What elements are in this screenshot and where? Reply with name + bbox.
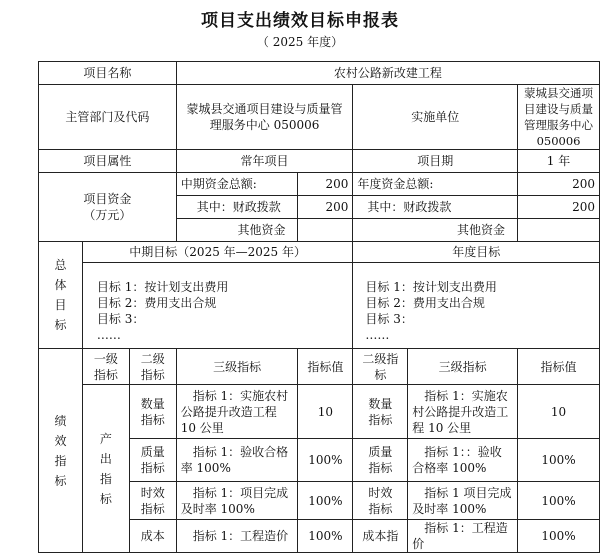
level3-header: 三级指标 [176, 349, 298, 385]
attribute-value: 常年项目 [176, 150, 353, 173]
row-quantity [39, 385, 600, 439]
quality-value-year: 100% [518, 439, 600, 482]
value-header: 指标值 [298, 349, 353, 385]
level3-header-year: 三级指标 [408, 349, 518, 385]
year-other-value [518, 219, 600, 242]
quality-indicator-year: 指标 1：：验收合格率 100% [408, 439, 518, 482]
timeliness-value: 100% [298, 482, 353, 520]
level2-header-year: 二级指 标 [353, 349, 408, 385]
year-total-value: 200 [518, 173, 600, 196]
quality-value: 100% [298, 439, 353, 482]
mid-goal-1: 目标 1：按计划支出费用 [96, 280, 229, 294]
year-goal-3: 目标 3： [365, 312, 413, 326]
perf-indicators-label: 绩 效 指 标 [39, 349, 83, 553]
year-fiscal-label: 其中：财政拨款 [353, 196, 518, 219]
mid-goals-header: 中期目标（2025 年—2025 年） [82, 242, 353, 263]
department-value: 蒙城县交通项目建设与质量管理服务中心 050006 [176, 85, 353, 150]
year-goals-header: 年度目标 [353, 242, 600, 263]
mid-goal-3: 目标 3： [96, 312, 145, 326]
overall-goals-label: 总 体 目 标 [39, 242, 83, 349]
row-project-name [39, 62, 600, 85]
cost-indicator-year: 指标 1：工程造价 [408, 520, 518, 553]
year-subtitle: （ 2025 年度） [256, 35, 344, 49]
period-label: 项目期 [353, 150, 518, 173]
year-fiscal-value: 200 [518, 196, 600, 219]
quality-label-year: 质量 指标 [353, 439, 408, 482]
implementer-label: 实施单位 [353, 85, 518, 150]
quantity-label: 数量 指标 [129, 385, 176, 439]
period-value: 1 年 [518, 150, 600, 173]
row-perf-header [39, 349, 600, 385]
year-goals-list [353, 263, 600, 349]
timeliness-label: 时效 指标 [129, 482, 176, 520]
value-header-year: 指标值 [518, 349, 600, 385]
output-indicators-label: 产 出 指 标 [82, 385, 129, 553]
mid-other-label: 其他资金 [176, 219, 298, 242]
year-goal-more: …… [365, 328, 390, 342]
year-other-label: 其他资金 [353, 219, 518, 242]
cost-value-year: 100% [518, 520, 600, 553]
project-name-label: 项目名称 [39, 62, 177, 85]
mid-other-value [298, 219, 353, 242]
cost-indicator: 指标 1：工程造价 [176, 520, 298, 553]
project-name-value: 农村公路新改建工程 [176, 62, 599, 85]
funds-label: 项目资金 （万元） [39, 173, 177, 242]
quantity-value-year: 10 [518, 385, 600, 439]
year-goal-2: 目标 2：费用支出合规 [365, 296, 485, 310]
mid-goal-more: …… [96, 328, 121, 342]
mid-goal-2: 目标 2：费用支出合规 [96, 296, 217, 310]
timeliness-indicator: 指标 1：项目完成及时率 100% [176, 482, 298, 520]
mid-fiscal-value: 200 [298, 196, 353, 219]
timeliness-label-year: 时效 指标 [353, 482, 408, 520]
year-total-label: 年度资金总额: [353, 173, 518, 196]
quantity-value: 10 [298, 385, 353, 439]
department-label: 主管部门及代码 [39, 85, 177, 150]
mid-total-value: 200 [298, 173, 353, 196]
quantity-indicator: 指标 1：实施农村公路提升改造工程 10 公里 [176, 385, 298, 439]
row-attribute [39, 150, 600, 173]
row-goals-header [39, 242, 600, 263]
level1-header: 一级 指标 [82, 349, 129, 385]
mid-total-label: 中期资金总额: [176, 173, 298, 196]
timeliness-value-year: 100% [518, 482, 600, 520]
mid-goals-list [82, 263, 353, 349]
row-department [39, 85, 600, 150]
quantity-label-year: 数量 指标 [353, 385, 408, 439]
page-title: 项目支出绩效目标申报表 [201, 11, 399, 31]
mid-fiscal-label: 其中：财政拨款 [176, 196, 298, 219]
quality-label: 质量 指标 [129, 439, 176, 482]
level2-header: 二级 指标 [129, 349, 176, 385]
row-goals-content [39, 263, 600, 349]
quality-indicator: 指标 1：验收合格率 100% [176, 439, 298, 482]
row-funds-total [39, 173, 600, 196]
quantity-indicator-year: 指标 1：实施农村公路提升改造工程 10 公里 [408, 385, 518, 439]
cost-label: 成本 [129, 520, 176, 553]
performance-table [38, 61, 600, 553]
year-goal-1: 目标 1：按计划支出费用 [365, 280, 497, 294]
timeliness-indicator-year: 指标 1 项目完成及时率 100% [408, 482, 518, 520]
implementer-value: 蒙城县交通项目建设与质量管理服务中心 050006 [518, 85, 600, 150]
attribute-label: 项目属性 [39, 150, 177, 173]
cost-label-year: 成本指 [353, 520, 408, 553]
cost-value: 100% [298, 520, 353, 553]
